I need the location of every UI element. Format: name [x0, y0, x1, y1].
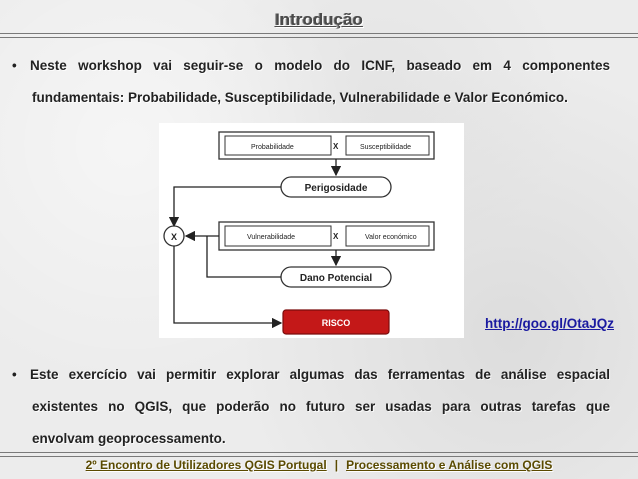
top-divider: [0, 33, 638, 38]
dano-potencial-label: Dano Potencial: [299, 273, 373, 284]
footer-event: 2º Encontro de Utilizadores QGIS Portugal: [85, 458, 327, 472]
paragraph-intro-line2: fundamentais: Probabilidade, Susceptibilidade, Vulnerabilidade e Valor Económico.: [32, 90, 568, 105]
multiply-label-1: X: [333, 142, 339, 151]
paragraph-exercise-line1-text: Este exercício vai permitir explorar algumas das ferramentas de análise espacial: [30, 367, 610, 382]
valor-economico-label: Valor económico: [365, 234, 417, 241]
slide-title: Introdução: [275, 10, 363, 29]
paragraph-exercise-line1: [12, 359, 610, 391]
probabilidade-label: Probabilidade: [251, 144, 294, 151]
paragraph-exercise-line3: envolvam geoprocessamento.: [32, 431, 226, 446]
perigosidade-label: Perigosidade: [304, 183, 368, 194]
paragraph-exercise: [12, 359, 610, 455]
paragraph-exercise-line2: existentes no QGIS, que poderão no futuro ser usadas para outras tarefas que: [32, 399, 610, 414]
multiply-label-2: X: [333, 232, 339, 241]
footer-topic: Processamento e Análise com QGIS: [346, 458, 553, 472]
source-link[interactable]: http://goo.gl/OtaJQz: [485, 316, 614, 331]
risco-label: RISCO: [321, 318, 351, 328]
risk-model-diagram: [159, 123, 464, 338]
bullet-icon: •: [12, 367, 17, 382]
paragraph-intro-line1: [12, 50, 610, 82]
multiply-circle-label: X: [170, 232, 178, 242]
susceptibilidade-label: Susceptibilidade: [360, 144, 411, 151]
vulnerabilidade-label: Vulnerabilidade: [247, 234, 295, 241]
footer: [0, 458, 638, 472]
footer-separator: |: [334, 458, 339, 472]
risk-model-diagram-svg: [159, 123, 464, 338]
paragraph-intro: [12, 50, 610, 114]
paragraph-intro-line1-text: Neste workshop vai seguir-se o modelo do ICNF, baseado em 4 componentes: [30, 58, 610, 73]
bottom-divider: [0, 452, 638, 457]
bullet-icon: •: [12, 58, 17, 73]
